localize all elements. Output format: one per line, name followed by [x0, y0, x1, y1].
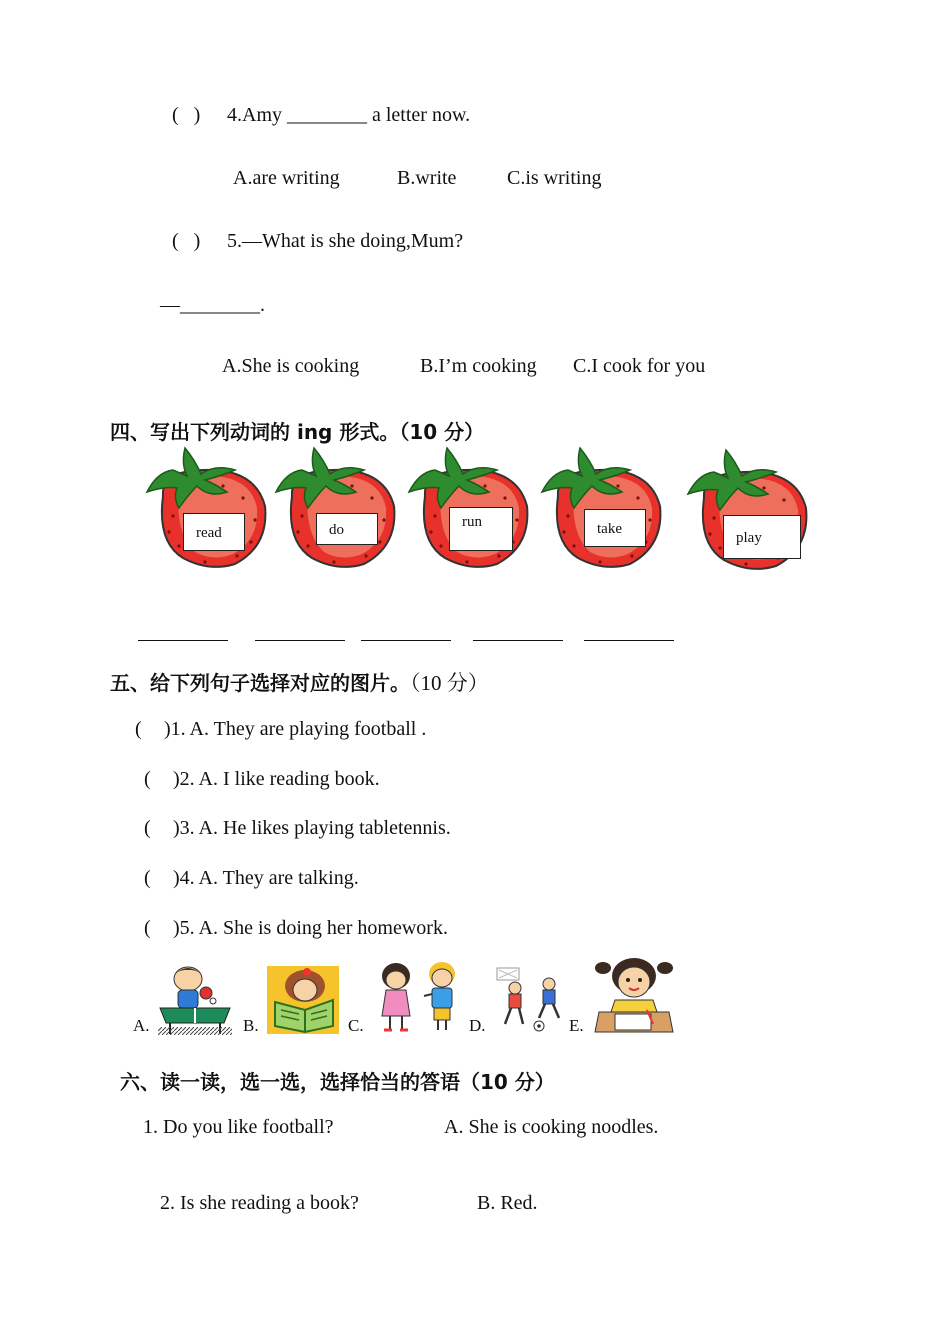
q5-paren[interactable]: ( )	[172, 230, 201, 252]
picture-label-c: C.	[348, 1016, 364, 1035]
s5-item-2-text: )2. A. I like reading book.	[173, 768, 380, 790]
s5-item-1-text: )1. A. They are playing football .	[164, 718, 427, 740]
strawberry-icon	[143, 446, 273, 571]
picture-label-d: D.	[469, 1016, 486, 1035]
s6-question-2: 2. Is she reading a book?	[160, 1192, 359, 1214]
q5-option-a[interactable]: A.She is cooking	[222, 355, 360, 377]
section4-title: 四、写出下列动词的 ing 形式。（10 分）	[110, 420, 485, 444]
strawberry-2	[272, 446, 402, 571]
table-tennis-boy-illustration[interactable]	[158, 963, 232, 1040]
q5-answer-line[interactable]: —________.	[160, 294, 265, 316]
s5-item-3-paren[interactable]: (	[144, 817, 151, 839]
section5-title	[110, 667, 489, 697]
q4-paren[interactable]: ( )	[172, 104, 201, 126]
answer-blank-3[interactable]	[361, 640, 451, 641]
s5-item-1-paren[interactable]: (	[135, 718, 142, 740]
s5-item-4-paren[interactable]: (	[144, 867, 151, 889]
strawberry-icon	[272, 446, 402, 571]
answer-blank-4[interactable]	[473, 640, 563, 641]
section5-title-main: 五、给下列句子选择对应的图片。	[110, 671, 410, 695]
kids-talking-illustration[interactable]	[372, 960, 468, 1039]
answer-blank-2[interactable]	[255, 640, 345, 641]
s6-answer-b[interactable]: B. Red.	[477, 1192, 538, 1214]
answer-blank-5[interactable]	[584, 640, 674, 641]
girl-homework-illustration[interactable]	[593, 952, 675, 1039]
section6-title: 六、读一读，选一选，选择恰当的答语（10 分）	[120, 1070, 555, 1094]
s5-item-3-text: )3. A. He likes playing tabletennis.	[173, 817, 451, 839]
verb-box-run: run	[449, 507, 513, 551]
q4-option-c[interactable]: C.is writing	[507, 167, 602, 189]
q5-option-c[interactable]: C.I cook for you	[573, 355, 706, 377]
q5-option-b[interactable]: B.I’m cooking	[420, 355, 537, 377]
s6-question-1: 1. Do you like football?	[143, 1116, 334, 1138]
answer-blank-1[interactable]	[138, 640, 228, 641]
kids-playing-football-illustration[interactable]	[495, 966, 567, 1039]
q4-option-a[interactable]: A.are writing	[233, 167, 340, 189]
q4-option-b[interactable]: B.write	[397, 167, 457, 189]
girl-reading-illustration[interactable]	[267, 966, 339, 1039]
verb-box-do: do	[316, 513, 378, 545]
s6-answer-a[interactable]: A. She is cooking noodles.	[444, 1116, 659, 1138]
s5-item-5-paren[interactable]: (	[144, 917, 151, 939]
s5-item-5-text: )5. A. She is doing her homework.	[173, 917, 448, 939]
s5-item-4-text: )4. A. They are talking.	[173, 867, 359, 889]
picture-label-b: B.	[243, 1016, 259, 1035]
verb-box-take: take	[584, 509, 646, 547]
q5-stem: 5.—What is she doing,Mum?	[227, 230, 464, 252]
verb-box-read: read	[183, 513, 245, 551]
section5-title-score: （10 分）	[410, 671, 489, 695]
verb-box-play: play	[723, 515, 801, 559]
q4-stem: 4.Amy ________ a letter now.	[227, 104, 471, 126]
s5-item-2-paren[interactable]: (	[144, 768, 151, 790]
picture-label-e: E.	[569, 1016, 584, 1035]
strawberry-1	[143, 446, 273, 571]
picture-label-a: A.	[133, 1016, 150, 1035]
